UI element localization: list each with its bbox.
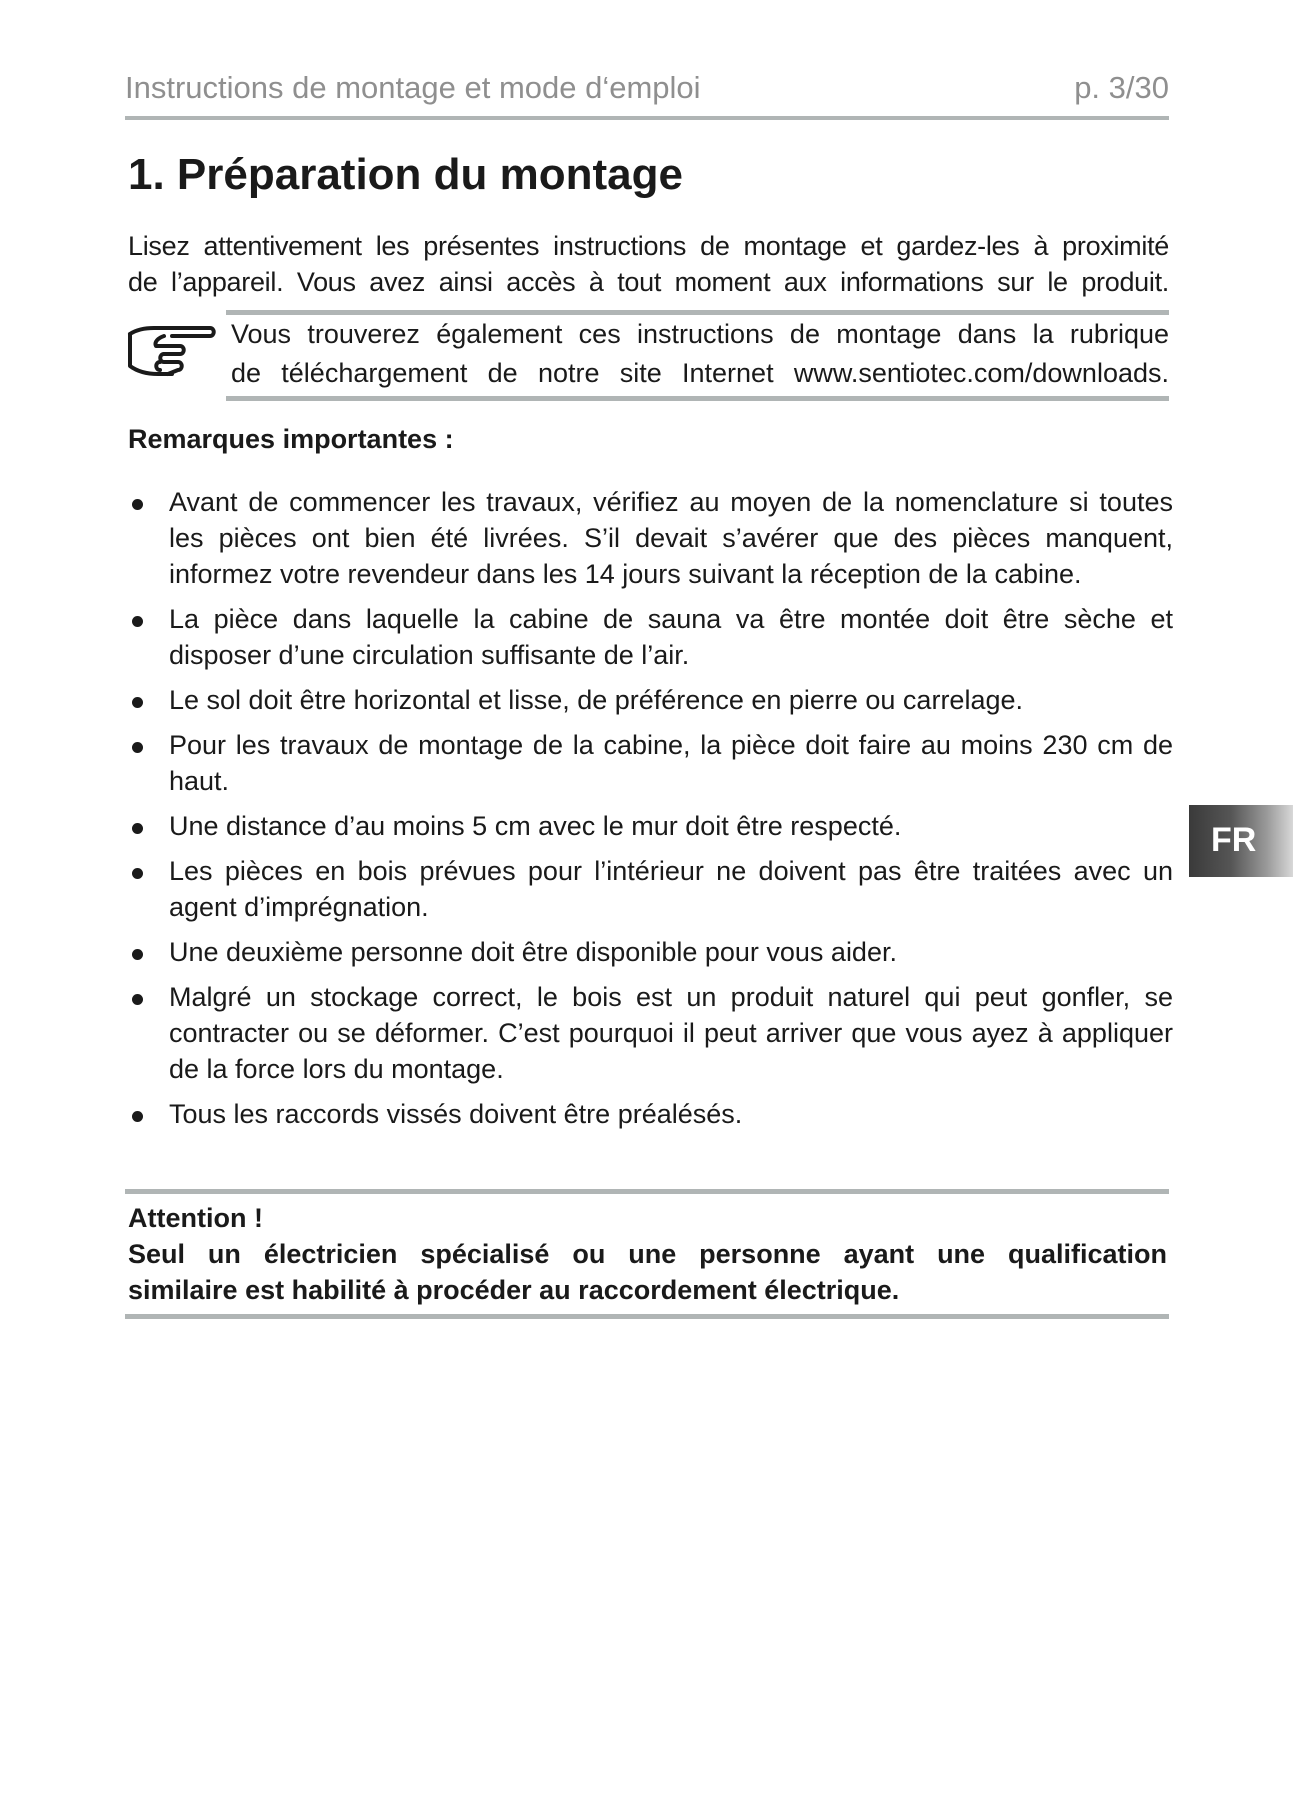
page-number: p. 3/30: [1074, 70, 1169, 105]
note-line: Vous trouverez également ces instructions de montage dans la rubrique: [231, 319, 1169, 349]
bullet-icon: [132, 823, 143, 834]
header-divider: [125, 116, 1169, 120]
intro-paragraph: [128, 228, 1169, 300]
list-item: [128, 601, 1173, 673]
list-item: [128, 682, 1173, 718]
remarks-heading: Remarques importantes :: [128, 424, 454, 454]
list-item-text: Le sol doit être horizontal et lisse, de préférence en pierre ou carrelage.: [169, 685, 1023, 715]
warning-line: similaire est habilité à procéder au raccordement électrique.: [128, 1275, 900, 1305]
list-item: [128, 808, 1173, 844]
intro-line: Lisez attentivement les présentes instructions de montage et gardez-les à proximité: [128, 231, 1169, 261]
list-item-text: Une distance d’au moins 5 cm avec le mur doit être respecté.: [169, 811, 902, 841]
document-title: Instructions de montage et mode d‘emploi: [125, 70, 701, 105]
bullet-icon: [132, 742, 143, 753]
warning-line: Seul un électricien spécialisé ou une personne ayant une qualification: [128, 1239, 1167, 1269]
remarks-list: [128, 484, 1173, 1141]
list-item-text: Malgré un stockage correct, le bois est un produit naturel qui peut gonfler, se contracter ou se déformer. C’est pourquoi il peut arriver que vous ayez à appliquer de la force lors du montage.: [169, 982, 1173, 1084]
list-item-text: Pour les travaux de montage de la cabine, la pièce doit faire au moins 230 cm de haut.: [169, 730, 1173, 796]
bullet-icon: [132, 994, 143, 1005]
list-item: [128, 484, 1173, 592]
list-item-text: Avant de commencer les travaux, vérifiez au moyen de la nomenclature si toutes les pièces ont bien été livrées. S’il devait s’avérer que des pièces manquent, informez votre revendeur dans les 14 jours suivant la réception de la cabine.: [169, 487, 1173, 589]
warning-label: Attention !: [128, 1203, 263, 1233]
warning-divider-top: [125, 1189, 1169, 1194]
list-item-text: Une deuxième personne doit être disponible pour vous aider.: [169, 937, 897, 967]
language-tab-label: FR: [1211, 821, 1257, 859]
list-item: [128, 934, 1173, 970]
download-note: [231, 315, 1169, 393]
list-item: [128, 1096, 1173, 1132]
pointing-hand-icon: [124, 320, 218, 380]
list-item: [128, 853, 1173, 925]
list-item-text: La pièce dans laquelle la cabine de sauna va être montée doit être sèche et disposer d’une circulation suffisante de l’air.: [169, 604, 1173, 670]
bullet-icon: [132, 868, 143, 879]
list-item-text: Les pièces en bois prévues pour l’intérieur ne doivent pas être traitées avec un agent d’imprégnation.: [169, 856, 1173, 922]
bullet-icon: [132, 949, 143, 960]
intro-line: de l’appareil. Vous avez ainsi accès à tout moment aux informations sur le produit.: [128, 267, 1169, 297]
bullet-icon: [132, 697, 143, 708]
note-divider-bottom: [226, 396, 1169, 401]
bullet-icon: [132, 616, 143, 627]
list-item: [128, 979, 1173, 1087]
bullet-icon: [132, 1111, 143, 1122]
warning-box: [128, 1200, 1167, 1308]
note-line: de téléchargement de notre site Internet www.sentiotec.com/downloads.: [231, 358, 1169, 388]
page-header: [125, 70, 1169, 114]
section-title: 1. Préparation du montage: [128, 150, 683, 199]
list-item-text: Tous les raccords vissés doivent être préalésés.: [169, 1099, 743, 1129]
language-tab: [1189, 805, 1293, 877]
list-item: [128, 727, 1173, 799]
warning-divider-bottom: [125, 1314, 1169, 1319]
bullet-icon: [132, 499, 143, 510]
